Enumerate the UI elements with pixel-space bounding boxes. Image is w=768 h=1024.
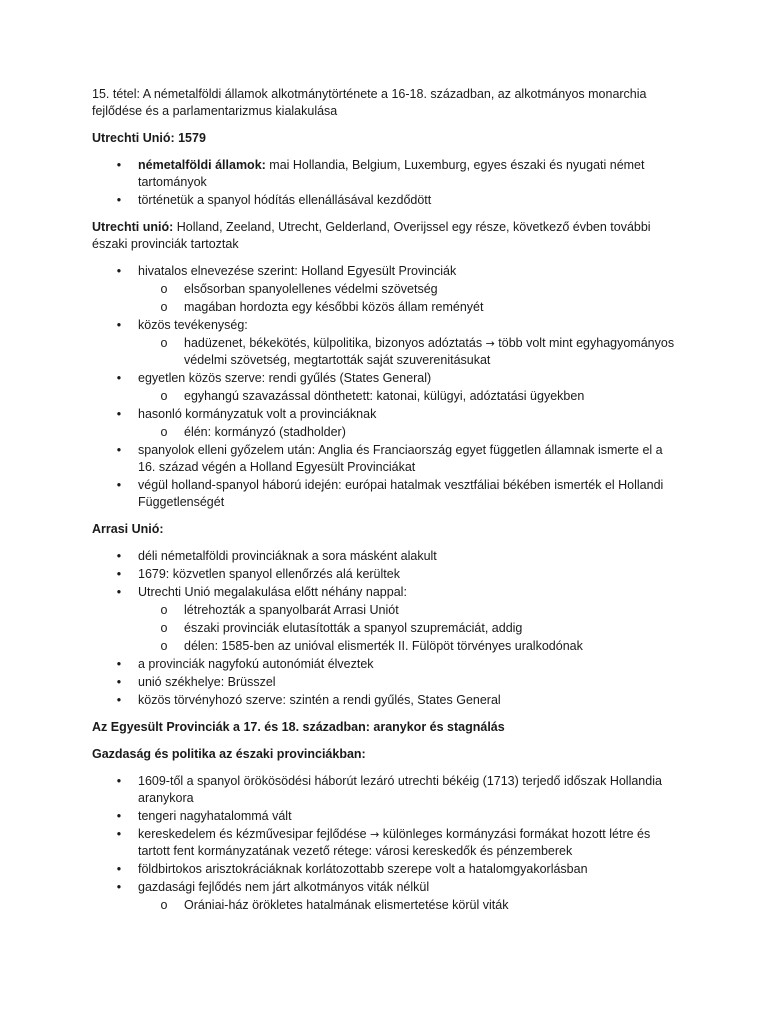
list-item (92, 692, 682, 709)
item-text: hasonló kormányzatuk volt a provinciáknak (138, 407, 377, 421)
sub-list (138, 388, 682, 405)
item-text: mai Hollandia, Belgium, Luxemburg, egyes északi és nyugati német tartományok (138, 158, 645, 189)
sub-list-item (138, 602, 682, 619)
list-item (92, 317, 682, 369)
sub-item-text: létrehozták a spanyolbarát Arrasi Uniót (184, 603, 399, 617)
list-item (92, 192, 682, 209)
bullet-icon: • (116, 675, 122, 689)
term-label: németalföldi államok: (138, 158, 266, 172)
bullet-icon: • (116, 809, 122, 823)
bullet-list (92, 548, 682, 709)
list-item (92, 861, 682, 878)
circle-bullet-icon: o (160, 336, 168, 350)
section-intro (92, 219, 682, 253)
bullet-icon: • (116, 478, 122, 492)
item-text: földbirtokos arisztokráciáknak korlátozottabb szerepe volt a hatalomgyakorlásban (138, 862, 588, 876)
sub-list-item (138, 281, 682, 298)
sub-list (138, 602, 682, 655)
arrow-right-icon: → (370, 828, 380, 841)
sub-list-item (138, 299, 682, 316)
item-text: 1679: közvetlen spanyol ellenőrzés alá kerültek (138, 567, 400, 581)
item-text: egyetlen közös szerve: rendi gyűlés (States General) (138, 371, 432, 385)
sub-item-text: északi provinciák elutasították a spanyol szupremáciát, addig (184, 621, 523, 635)
sub-item-text: több volt mint egyhagyományos védelmi szövetség, megtartották saját szuverenitásukat (184, 336, 675, 367)
bullet-icon: • (116, 585, 122, 599)
bullet-icon: • (116, 371, 122, 385)
section-heading-arrasi-unio: Arrasi Unió: (92, 522, 164, 536)
list-item (92, 656, 682, 673)
intro-text: Holland, Zeeland, Utrecht, Gelderland, Overijssel egy része, következő évben további északi provinciák tartoztak (92, 220, 651, 251)
item-text: különleges kormányzási formákat hozott létre és tartott fent kormányzatának vezető rétege: városi kereskedők és pénzemberek (138, 827, 651, 858)
sub-item-text: élén: kormányzó (stadholder) (184, 425, 346, 439)
circle-bullet-icon: o (160, 621, 168, 635)
item-text: közös tevékenység: (138, 318, 248, 332)
item-text: 1609-től a spanyol örökösödési háborút lezáró utrechti békéig (1713) terjedő időszak Hollandia aranykora (138, 774, 662, 805)
bullet-icon: • (116, 549, 122, 563)
item-text: tengeri nagyhatalommá vált (138, 809, 292, 823)
list-item (92, 263, 682, 316)
sub-list (138, 335, 682, 369)
sub-list-item (138, 335, 682, 369)
sub-item-text: délen: 1585-ben az unióval elismerték II. Fülöpöt törvényes uralkodónak (184, 639, 583, 653)
bullet-list (92, 157, 682, 209)
list-item (92, 879, 682, 914)
bullet-icon: • (116, 567, 122, 581)
bullet-icon: • (116, 774, 122, 788)
circle-bullet-icon: o (160, 425, 168, 439)
list-item (92, 370, 682, 405)
item-text: kereskedelem és kézművesipar fejlődése (138, 827, 371, 841)
list-item (92, 442, 682, 476)
bullet-icon: • (116, 827, 122, 841)
bullet-icon: • (116, 158, 122, 172)
list-item (92, 477, 682, 511)
list-item (92, 566, 682, 583)
bullet-icon: • (116, 318, 122, 332)
bullet-icon: • (116, 693, 122, 707)
document-title: 15. tétel: A németalföldi államok alkotmánytörténete a 16-18. században, az alkotmányos monarchia fejlődése és a parlamentarizmus kialakulása (92, 87, 647, 118)
sub-list (138, 897, 682, 914)
list-item (92, 773, 682, 807)
sub-list-item (138, 638, 682, 655)
bullet-icon: • (116, 862, 122, 876)
item-text: Utrechti Unió megalakulása előtt néhány nappal: (138, 585, 407, 599)
list-item (92, 584, 682, 655)
circle-bullet-icon: o (160, 639, 168, 653)
bullet-icon: • (116, 443, 122, 457)
item-text: végül holland-spanyol háború idején: európai hatalmak vesztfáliai békében ismerték el Hollandi Függetlenségét (138, 478, 664, 509)
list-item (92, 808, 682, 825)
sub-list (138, 424, 682, 441)
section-heading-gazdasag-politika: Gazdaság és politika az északi provinciákban: (92, 747, 366, 761)
sub-list-item (138, 424, 682, 441)
item-text: spanyolok elleni győzelem után: Anglia és Franciaország egyet független államnak ismerte el a 16. század végén a Holland Egyesült Provinciákat (138, 443, 663, 474)
term-label: Utrechti unió: (92, 220, 174, 234)
item-text: a provinciák nagyfokú autonómiát élveztek (138, 657, 374, 671)
bullet-list (92, 773, 682, 914)
sub-list (138, 281, 682, 316)
item-text: déli németalföldi provinciáknak a sora másként alakult (138, 549, 437, 563)
item-text: hivatalos elnevezése szerint: Holland Egyesült Provinciák (138, 264, 457, 278)
circle-bullet-icon: o (160, 300, 168, 314)
item-text: unió székhelye: Brüsszel (138, 675, 276, 689)
circle-bullet-icon: o (160, 603, 168, 617)
arrow-right-icon: → (485, 337, 495, 350)
document-page (92, 86, 682, 924)
list-item (92, 157, 682, 191)
sub-item-text: magában hordozta egy későbbi közös állam reményét (184, 300, 484, 314)
sub-item-text: hadüzenet, békekötés, külpolitika, bizonyos adóztatás (184, 336, 486, 350)
sub-item-text: elsősorban spanyolellenes védelmi szövetség (184, 282, 438, 296)
circle-bullet-icon: o (160, 898, 168, 912)
bullet-icon: • (116, 407, 122, 421)
bullet-list (92, 263, 682, 511)
sub-list-item (138, 897, 682, 914)
sub-list-item (138, 620, 682, 637)
sub-item-text: Orániai-ház örökletes hatalmának elismertetése körül viták (184, 898, 509, 912)
list-item (92, 406, 682, 441)
bullet-icon: • (116, 193, 122, 207)
sub-list-item (138, 388, 682, 405)
bullet-icon: • (116, 657, 122, 671)
bullet-icon: • (116, 264, 122, 278)
sub-item-text: egyhangú szavazással dönthetett: katonai, külügyi, adóztatási ügyekben (184, 389, 585, 403)
list-item (92, 826, 682, 860)
item-text: gazdasági fejlődés nem járt alkotmányos viták nélkül (138, 880, 430, 894)
section-heading-egyesult-provinciak: Az Egyesült Provinciák a 17. és 18. században: aranykor és stagnálás (92, 720, 505, 734)
section-heading-utrechti-unio: Utrechti Unió: 1579 (92, 131, 206, 145)
item-text: közös törvényhozó szerve: szintén a rendi gyűlés, States General (138, 693, 501, 707)
circle-bullet-icon: o (160, 389, 168, 403)
bullet-icon: • (116, 880, 122, 894)
circle-bullet-icon: o (160, 282, 168, 296)
item-text: történetük a spanyol hódítás ellenállásával kezdődött (138, 193, 432, 207)
list-item (92, 548, 682, 565)
list-item (92, 674, 682, 691)
